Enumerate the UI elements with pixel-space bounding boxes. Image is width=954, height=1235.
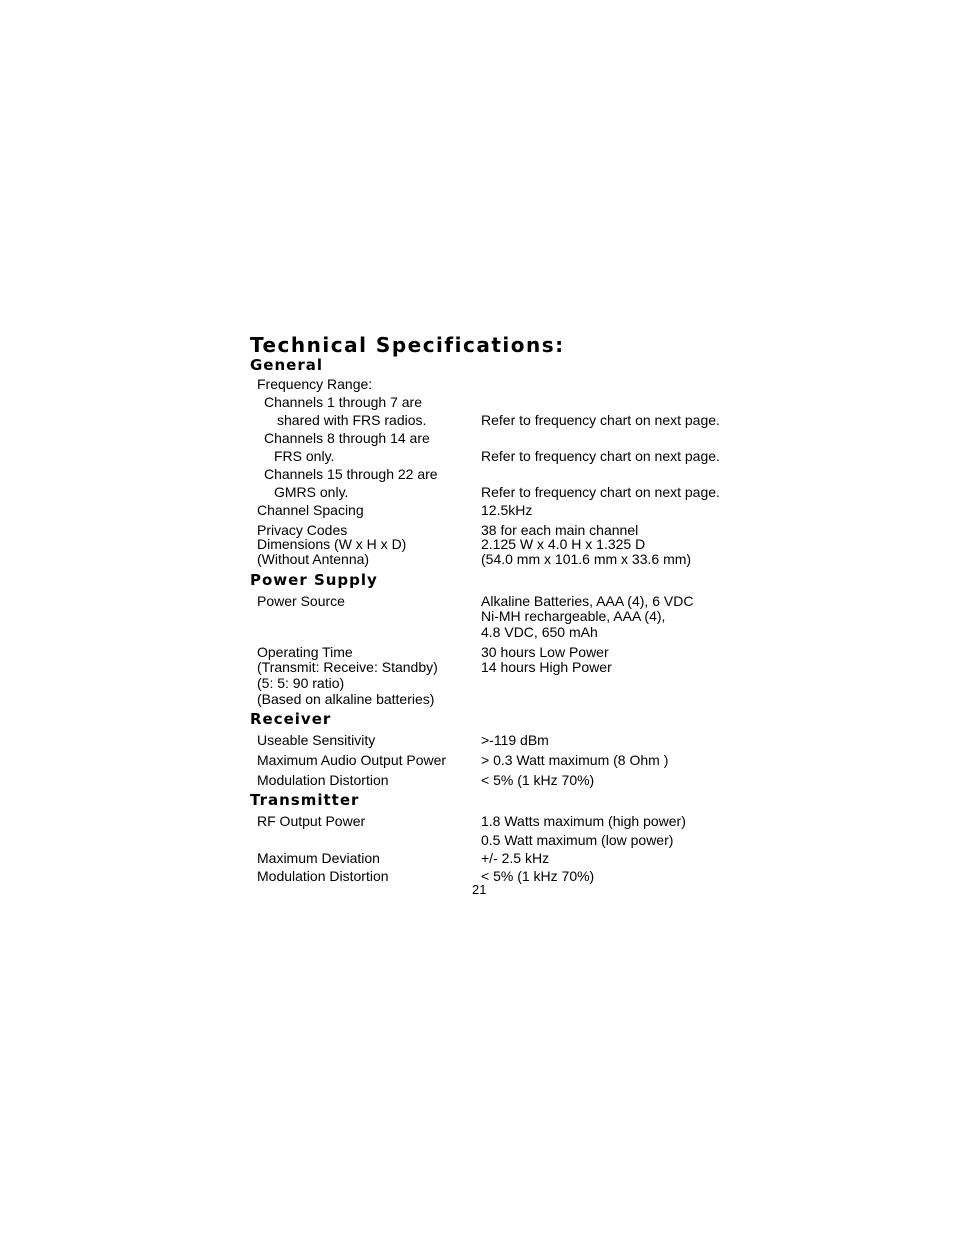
spec-value: 4.8 VDC, 650 mAh <box>481 624 598 640</box>
spec-label: Modulation Distortion <box>257 868 389 884</box>
spec-label: Useable Sensitivity <box>257 732 376 748</box>
spec-label: FRS only. <box>274 448 335 464</box>
spec-label: Privacy Codes <box>257 522 348 538</box>
spec-value: Refer to frequency chart on next page. <box>481 484 720 500</box>
spec-value: >-119 dBm <box>481 732 549 748</box>
section-heading-transmitter: Transmitter <box>250 791 360 809</box>
spec-label: (5: 5: 90 ratio) <box>257 675 345 691</box>
spec-value: Refer to frequency chart on next page. <box>481 448 720 464</box>
spec-label: Power Source <box>257 593 345 609</box>
spec-label: (Without Antenna) <box>257 551 370 567</box>
spec-label: Frequency Range: <box>257 376 373 392</box>
spec-value: 12.5kHz <box>481 502 533 518</box>
spec-label: RF Output Power <box>257 813 366 829</box>
spec-label: Channels 1 through 7 are <box>264 394 422 410</box>
spec-label: (Transmit: Receive: Standby) <box>257 659 438 675</box>
spec-value: > 0.3 Watt maximum (8 Ohm ) <box>481 752 669 768</box>
spec-value: 0.5 Watt maximum (low power) <box>481 832 674 848</box>
spec-label: Channels 15 through 22 are <box>264 466 438 482</box>
spec-label: shared with FRS radios. <box>277 412 427 428</box>
section-heading-receiver: Receiver <box>250 710 332 728</box>
spec-value: < 5% (1 kHz 70%) <box>481 772 595 788</box>
spec-label: Maximum Audio Output Power <box>257 752 447 768</box>
spec-value: Refer to frequency chart on next page. <box>481 412 720 428</box>
section-heading-power-supply: Power Supply <box>250 571 378 589</box>
spec-value: < 5% (1 kHz 70%) <box>481 868 595 884</box>
spec-value: 38 for each main channel <box>481 522 639 538</box>
spec-value: Alkaline Batteries, AAA (4), 6 VDC <box>481 593 694 609</box>
spec-label: Maximum Deviation <box>257 850 380 866</box>
spec-value: (54.0 mm x 101.6 mm x 33.6 mm) <box>481 551 692 567</box>
spec-value: 30 hours Low Power <box>481 644 609 660</box>
spec-label: (Based on alkaline batteries) <box>257 691 435 707</box>
spec-label: Channels 8 through 14 are <box>264 430 430 446</box>
spec-label: Operating Time <box>257 644 353 660</box>
page-number: 21 <box>472 882 487 897</box>
spec-value: 2.125 W x 4.0 H x 1.325 D <box>481 536 646 552</box>
spec-label: GMRS only. <box>274 484 349 500</box>
spec-value: 1.8 Watts maximum (high power) <box>481 813 686 829</box>
spec-value: Ni-MH rechargeable, AAA (4), <box>481 608 666 624</box>
page-title: Technical Specifications: <box>250 333 565 357</box>
spec-value: +/- 2.5 kHz <box>481 850 550 866</box>
spec-label: Modulation Distortion <box>257 772 389 788</box>
spec-label: Dimensions (W x H x D) <box>257 536 407 552</box>
spec-label: Channel Spacing <box>257 502 364 518</box>
section-heading-general: General <box>250 356 323 374</box>
spec-value: 14 hours High Power <box>481 659 612 675</box>
